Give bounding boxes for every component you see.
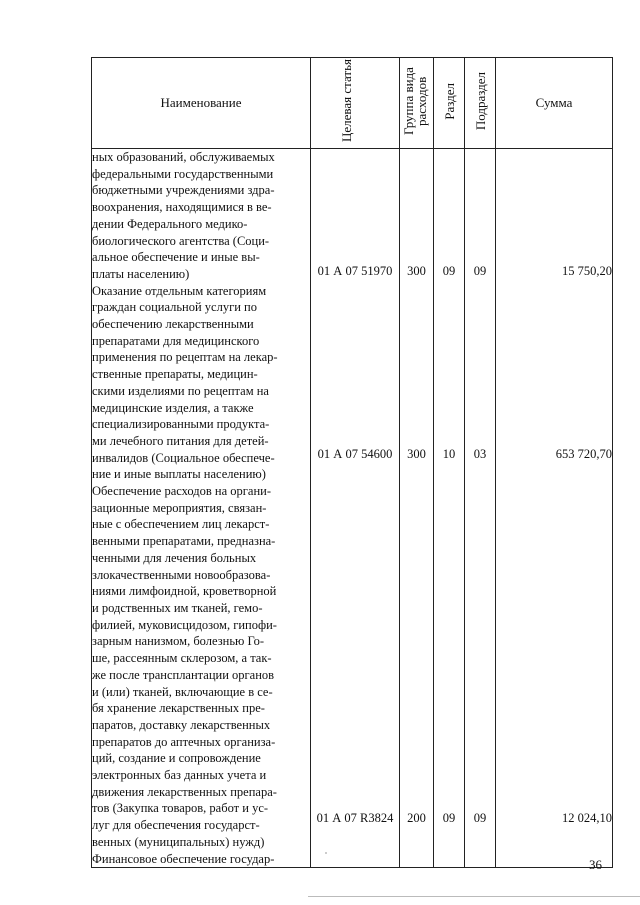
row-1-section: 09: [442, 264, 456, 278]
text-line: инвалидов (Социальное обеспече-: [92, 450, 275, 465]
text-line: бя хранение лекарственных пре-: [92, 701, 265, 716]
header-sum: Сумма: [496, 58, 613, 149]
row-1-sum: 15 750,20: [562, 264, 612, 278]
text-line: препаратами для медицинского: [92, 333, 260, 348]
text-line: ченными для лечения больных: [92, 550, 257, 565]
header-name: Наименование: [92, 58, 311, 149]
text-line: ственные препараты, медицин-: [92, 367, 258, 382]
text-line: злокачественными новообразова-: [92, 567, 271, 582]
text-line: специализированными продукта-: [92, 417, 270, 432]
text-line: воохранения, находящимися в ве-: [92, 200, 272, 215]
text-line: зарным нанизмом, болезнью Го-: [92, 634, 265, 649]
text-line: скими изделиями по рецептам на: [92, 383, 269, 398]
text-line: ше, рассеянным склерозом, а так-: [92, 651, 272, 666]
text-line: применения по рецептам на лекар-: [92, 350, 278, 365]
text-line: биологического агентства (Соци-: [92, 233, 270, 248]
row-1-subsection: 09: [473, 264, 487, 278]
header-section: Раздел: [441, 82, 457, 120]
row-3-section: 09: [442, 811, 456, 825]
row-2-name: [92, 283, 310, 483]
text-line: луг для обеспечения государст-: [92, 818, 260, 833]
header-section-cell: [434, 58, 465, 149]
sum-column: [496, 149, 613, 868]
text-line: электронных баз данных учета и: [92, 768, 267, 783]
row-3-group: 200: [407, 811, 426, 825]
budget-table: [91, 57, 613, 868]
table-header-row: [92, 58, 613, 149]
row-1-name: [92, 149, 310, 283]
text-line: ные с обеспечением лиц лекарст-: [92, 517, 270, 532]
text-line: филией, муковисцидозом, гипофи-: [92, 617, 277, 632]
text-line: препаратов до аптечных организа-: [92, 734, 276, 749]
row-2-sum: 653 720,70: [555, 447, 612, 461]
text-line: венных (муниципальных) нужд): [92, 834, 265, 849]
row-2-code: 01 А 07 54600: [317, 447, 393, 461]
row-2-subsection: 03: [473, 447, 487, 461]
subsection-column: [465, 149, 496, 868]
text-line: паратов, доставку лекарственных: [92, 717, 271, 732]
text-line: медицинские изделия, а также: [92, 400, 254, 415]
row-3-name: [92, 483, 310, 850]
text-line: федеральными государственными: [92, 166, 274, 181]
header-code: Целевая статья: [339, 59, 354, 143]
text-line: Оказание отдельным категориям: [92, 283, 267, 298]
text-line: ниями лимфоидной, кроветворной: [92, 584, 277, 599]
row-3-code: 01 А 07 R3824: [316, 811, 394, 825]
text-line: венными препаратами, предназна-: [92, 534, 276, 549]
text-line: Финансовое обеспечение государ-: [92, 851, 275, 866]
row-3-sum: 12 024,10: [562, 811, 612, 825]
row-2-group: 300: [407, 447, 426, 461]
text-line: ных образований, обслуживаемых: [92, 150, 275, 164]
group-column: [400, 149, 434, 868]
header-code-cell: [311, 58, 400, 149]
text-line: ми лечебного питания для детей-: [92, 433, 269, 448]
section-column: [434, 149, 465, 868]
text-line: ций, создание и сопровождение: [92, 751, 261, 766]
header-subsection-cell: [465, 58, 496, 149]
text-line: зационные мероприятия, связан-: [92, 500, 267, 515]
text-line: дении Федерального медико-: [92, 216, 248, 231]
header-group: Группа вида расходов: [400, 67, 429, 135]
name-column: [92, 149, 311, 868]
text-line: движения лекарственных препара-: [92, 784, 277, 799]
text-line: альное обеспечение и иные вы-: [92, 250, 260, 265]
row-4-name: [92, 851, 310, 868]
text-line: тов (Закупка товаров, работ и ус-: [92, 801, 269, 816]
text-line: ние и иные выплаты населению): [92, 467, 266, 482]
text-line: и (или) тканей, включающие в се-: [92, 684, 273, 699]
scan-edge-line: [308, 896, 640, 897]
text-line: граждан социальной услуги по: [92, 300, 257, 315]
page-number: 36: [589, 857, 602, 872]
row-2-section: 10: [442, 447, 456, 461]
table-body-row: [92, 149, 613, 868]
row-1-group: 300: [407, 264, 426, 278]
text-line: бюджетными учреждениями здра-: [92, 183, 275, 198]
header-subsection: Подраздел: [472, 71, 488, 131]
text-line: обеспечению лекарственными: [92, 317, 254, 332]
text-line: платы населению): [92, 266, 190, 281]
row-3-subsection: 09: [473, 811, 487, 825]
text-line: и родственных им тканей, гемо-: [92, 600, 263, 615]
text-line: Обеспечение расходов на органи-: [92, 484, 272, 499]
text-line: же после трансплантации органов: [92, 667, 275, 682]
header-group-cell: [400, 58, 434, 149]
code-column: [311, 149, 400, 868]
scan-speck: [325, 852, 327, 854]
row-1-code: 01 А 07 51970: [317, 264, 393, 278]
